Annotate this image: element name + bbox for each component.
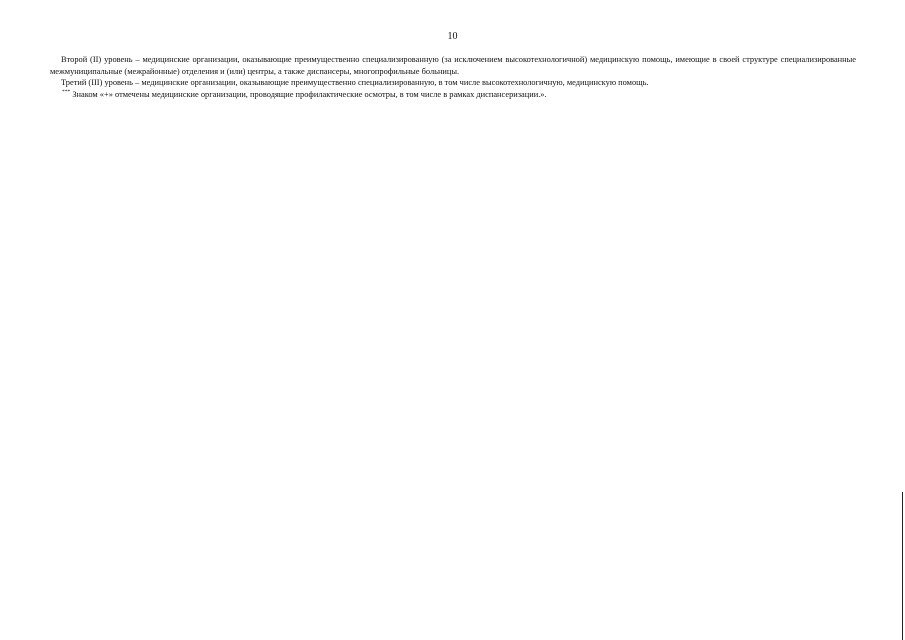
paragraph-level-2: Второй (II) уровень – медицинские организации, оказывающие преимущественно специализированную (за исключением высокотехнологичной) медицинскую помощь, имеющие в своей структуре специализированные межмуниципальные (межрайонные) отделения и (или) центры, а также диспансеры, многопрофильные больницы. — [50, 55, 856, 76]
page-number: 10 — [447, 31, 458, 42]
document-body — [50, 54, 856, 100]
footnote-text: Знаком «+» отмечены медицинские организации, проводящие профилактические осмотры, в том числе в рамках диспансеризации.». — [70, 89, 547, 99]
scan-edge-line — [902, 492, 903, 640]
footnote-marker: *** — [62, 88, 71, 95]
paragraph-level-3: Третий (III) уровень – медицинские организации, оказывающие преимущественно специализированную, в том числе высокотехнологичную, медицинскую помощь. — [61, 78, 649, 87]
footnote — [50, 89, 856, 101]
